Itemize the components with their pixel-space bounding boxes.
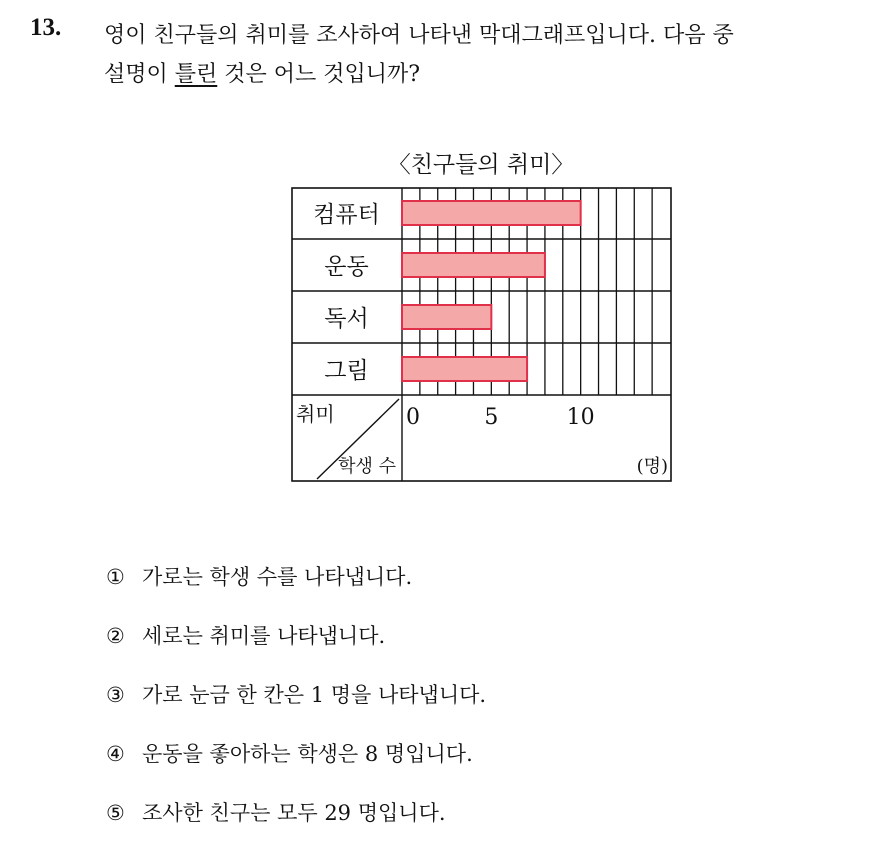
option-5[interactable] — [106, 798, 486, 857]
question-line-1: 영이 친구들의 취미를 조사하여 나타낸 막대그래프입니다. 다음 중 — [104, 23, 734, 48]
bar — [402, 201, 581, 225]
option-text: 가로 눈금 한 칸은 1 명을 나타냅니다. — [142, 683, 487, 707]
option-text: 조사한 친구는 모두 29 명입니다. — [142, 801, 446, 825]
option-3[interactable] — [106, 680, 486, 739]
corner-label-hobby: 취미 — [296, 402, 335, 426]
option-text: 운동을 좋아하는 학생은 8 명입니다. — [142, 742, 473, 766]
option-2[interactable] — [106, 621, 486, 680]
chart-title: 〈친구들의 취미〉 — [387, 152, 575, 178]
option-4[interactable] — [106, 739, 486, 798]
x-tick-label: 5 — [484, 405, 499, 430]
option-marker: ① — [106, 565, 125, 589]
category-label: 컴퓨터 — [313, 202, 380, 228]
option-text: 가로는 학생 수를 나타냅니다. — [142, 565, 413, 589]
underlined-word: 틀린 — [174, 62, 218, 87]
bar-chart — [291, 187, 672, 482]
chart-frame — [292, 188, 671, 481]
x-tick-label: 10 — [566, 405, 595, 430]
unit-label: (명) — [636, 456, 668, 477]
question-text — [104, 16, 874, 94]
question-line-2-end: 것은 어느 것입니까? — [217, 62, 421, 87]
question-line-2-start: 설명이 — [104, 62, 175, 87]
bar — [402, 357, 527, 381]
answer-options — [106, 562, 486, 857]
bar — [402, 305, 491, 329]
option-text: 세로는 취미를 나타냅니다. — [142, 624, 386, 648]
option-marker: ② — [106, 624, 125, 648]
category-label: 운동 — [324, 254, 369, 280]
question-line-2 — [104, 55, 874, 94]
x-tick-label: 0 — [406, 405, 420, 430]
option-1[interactable] — [106, 562, 486, 621]
question-number: 13. — [30, 14, 62, 41]
corner-label-students: 학생 수 — [338, 456, 396, 477]
option-marker: ③ — [106, 683, 125, 707]
option-marker: ④ — [106, 742, 125, 766]
bar — [402, 253, 545, 277]
option-marker: ⑤ — [106, 801, 125, 825]
category-label: 독서 — [324, 306, 369, 332]
bar-chart-svg — [291, 187, 672, 482]
category-label: 그림 — [324, 358, 369, 384]
